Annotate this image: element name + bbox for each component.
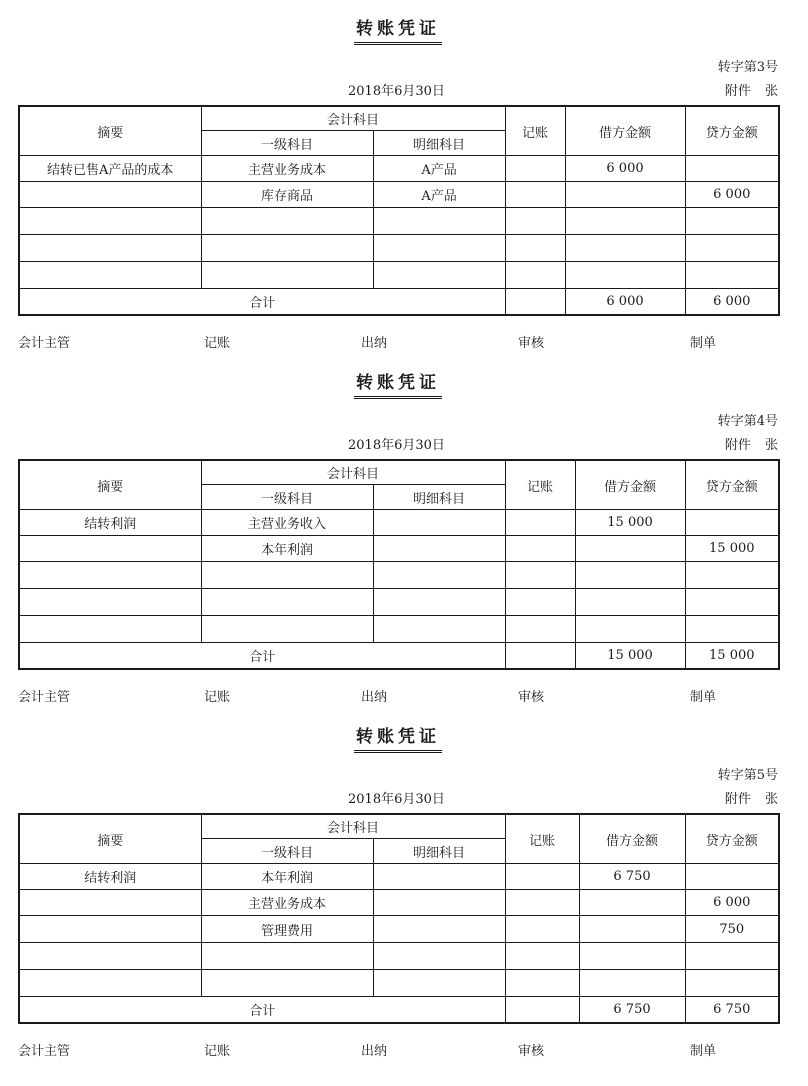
table-row	[19, 864, 779, 890]
table-row	[19, 536, 779, 562]
cell-level1: 库存商品	[201, 182, 373, 208]
header-summary: 摘要	[19, 814, 201, 864]
voucher-title: 转账凭证	[18, 722, 778, 753]
header-debit: 借方金额	[579, 814, 685, 864]
total-credit: 15 000	[685, 643, 779, 670]
sign-cashier: 出纳	[361, 690, 388, 705]
cell-detail	[373, 890, 505, 916]
header-posted: 记账	[505, 106, 565, 156]
sign-cashier: 出纳	[361, 1044, 388, 1059]
voucher-date: 2018年6月30日	[348, 792, 445, 807]
cell-posted	[505, 156, 565, 182]
table-row	[19, 156, 779, 182]
voucher-1	[18, 14, 778, 364]
voucher-number: 转字第3号	[717, 60, 778, 75]
cell-level1: 本年利润	[201, 536, 373, 562]
total-row	[19, 997, 779, 1024]
header-detail: 明细科目	[373, 131, 505, 156]
header-posted: 记账	[505, 460, 575, 510]
cell-debit: 6 000	[565, 156, 685, 182]
cell-level1: 主营业务成本	[201, 890, 373, 916]
header-posted: 记账	[505, 814, 579, 864]
table-row	[19, 616, 779, 643]
sign-cashier: 出纳	[361, 336, 388, 351]
header-credit: 贷方金额	[685, 106, 779, 156]
cell-detail	[373, 916, 505, 943]
cell-level1: 主营业务收入	[201, 510, 373, 536]
sign-reviewer: 审核	[518, 690, 545, 705]
sign-reviewer: 审核	[518, 336, 545, 351]
cell-credit: 750	[685, 916, 779, 943]
header-detail: 明细科目	[373, 485, 505, 510]
table-row	[19, 262, 779, 289]
table-row	[19, 208, 779, 235]
sign-bookkeeper: 记账	[204, 690, 231, 705]
table-row	[19, 890, 779, 916]
total-row	[19, 289, 779, 316]
cell-level1: 主营业务成本	[201, 156, 373, 182]
header-credit: 贷方金额	[685, 460, 779, 510]
cell-debit	[579, 916, 685, 943]
table-row	[19, 589, 779, 616]
cell-credit: 6 000	[685, 890, 779, 916]
sign-supervisor: 会计主管	[18, 1044, 71, 1059]
sign-preparer: 制单	[690, 1044, 717, 1059]
table-row	[19, 562, 779, 589]
cell-credit	[685, 510, 779, 536]
header-detail: 明细科目	[373, 839, 505, 864]
cell-detail	[373, 864, 505, 890]
cell-posted	[505, 916, 579, 943]
cell-summary	[19, 916, 201, 943]
voucher-3	[18, 722, 778, 1072]
voucher-table	[18, 459, 780, 670]
header-credit: 贷方金额	[685, 814, 779, 864]
sign-supervisor: 会计主管	[18, 690, 71, 705]
signature-line	[18, 332, 778, 352]
voucher-table	[18, 813, 780, 1024]
cell-credit	[685, 864, 779, 890]
header-summary: 摘要	[19, 106, 201, 156]
voucher-title: 转账凭证	[18, 14, 778, 45]
sign-reviewer: 审核	[518, 1044, 545, 1059]
table-row	[19, 970, 779, 997]
total-label: 合计	[19, 643, 505, 670]
header-account: 会计科目	[201, 460, 505, 485]
header-level1: 一级科目	[201, 131, 373, 156]
voucher-number: 转字第5号	[717, 768, 778, 783]
cell-summary: 结转已售A产品的成本	[19, 156, 201, 182]
total-debit: 6 750	[579, 997, 685, 1024]
voucher-number: 转字第4号	[717, 414, 778, 429]
cell-summary	[19, 182, 201, 208]
table-row	[19, 943, 779, 970]
header-account: 会计科目	[201, 106, 505, 131]
header-account: 会计科目	[201, 814, 505, 839]
cell-posted	[505, 536, 575, 562]
signature-line	[18, 1040, 778, 1060]
cell-credit: 6 000	[685, 182, 779, 208]
cell-posted	[505, 182, 565, 208]
cell-posted	[505, 890, 579, 916]
cell-posted	[505, 864, 579, 890]
total-credit: 6 000	[685, 289, 779, 316]
voucher-title: 转账凭证	[18, 368, 778, 399]
cell-debit	[565, 182, 685, 208]
voucher-date: 2018年6月30日	[348, 438, 445, 453]
cell-summary	[19, 536, 201, 562]
cell-detail: A产品	[373, 182, 505, 208]
voucher-table	[18, 105, 780, 316]
attachment-count: 附件 张	[724, 792, 778, 807]
cell-debit	[579, 890, 685, 916]
table-row	[19, 916, 779, 943]
sign-bookkeeper: 记账	[204, 1044, 231, 1059]
cell-debit: 15 000	[575, 510, 685, 536]
attachment-count: 附件 张	[724, 438, 778, 453]
total-credit: 6 750	[685, 997, 779, 1024]
voucher-2	[18, 368, 778, 718]
sign-preparer: 制单	[690, 690, 717, 705]
table-row	[19, 510, 779, 536]
total-debit: 15 000	[575, 643, 685, 670]
cell-credit: 15 000	[685, 536, 779, 562]
cell-detail: A产品	[373, 156, 505, 182]
cell-detail	[373, 510, 505, 536]
sign-preparer: 制单	[690, 336, 717, 351]
header-summary: 摘要	[19, 460, 201, 510]
total-row	[19, 643, 779, 670]
cell-posted	[505, 510, 575, 536]
table-row	[19, 182, 779, 208]
signature-line	[18, 686, 778, 706]
cell-summary: 结转利润	[19, 510, 201, 536]
total-debit: 6 000	[565, 289, 685, 316]
cell-detail	[373, 536, 505, 562]
table-row	[19, 235, 779, 262]
cell-debit	[575, 536, 685, 562]
header-level1: 一级科目	[201, 485, 373, 510]
cell-credit	[685, 156, 779, 182]
attachment-count: 附件 张	[724, 84, 778, 99]
header-debit: 借方金额	[575, 460, 685, 510]
cell-debit: 6 750	[579, 864, 685, 890]
sign-supervisor: 会计主管	[18, 336, 71, 351]
header-level1: 一级科目	[201, 839, 373, 864]
cell-level1: 本年利润	[201, 864, 373, 890]
voucher-date: 2018年6月30日	[348, 84, 445, 99]
cell-level1: 管理费用	[201, 916, 373, 943]
cell-summary	[19, 890, 201, 916]
header-debit: 借方金额	[565, 106, 685, 156]
cell-summary: 结转利润	[19, 864, 201, 890]
sign-bookkeeper: 记账	[204, 336, 231, 351]
total-label: 合计	[19, 289, 505, 316]
total-label: 合计	[19, 997, 505, 1024]
